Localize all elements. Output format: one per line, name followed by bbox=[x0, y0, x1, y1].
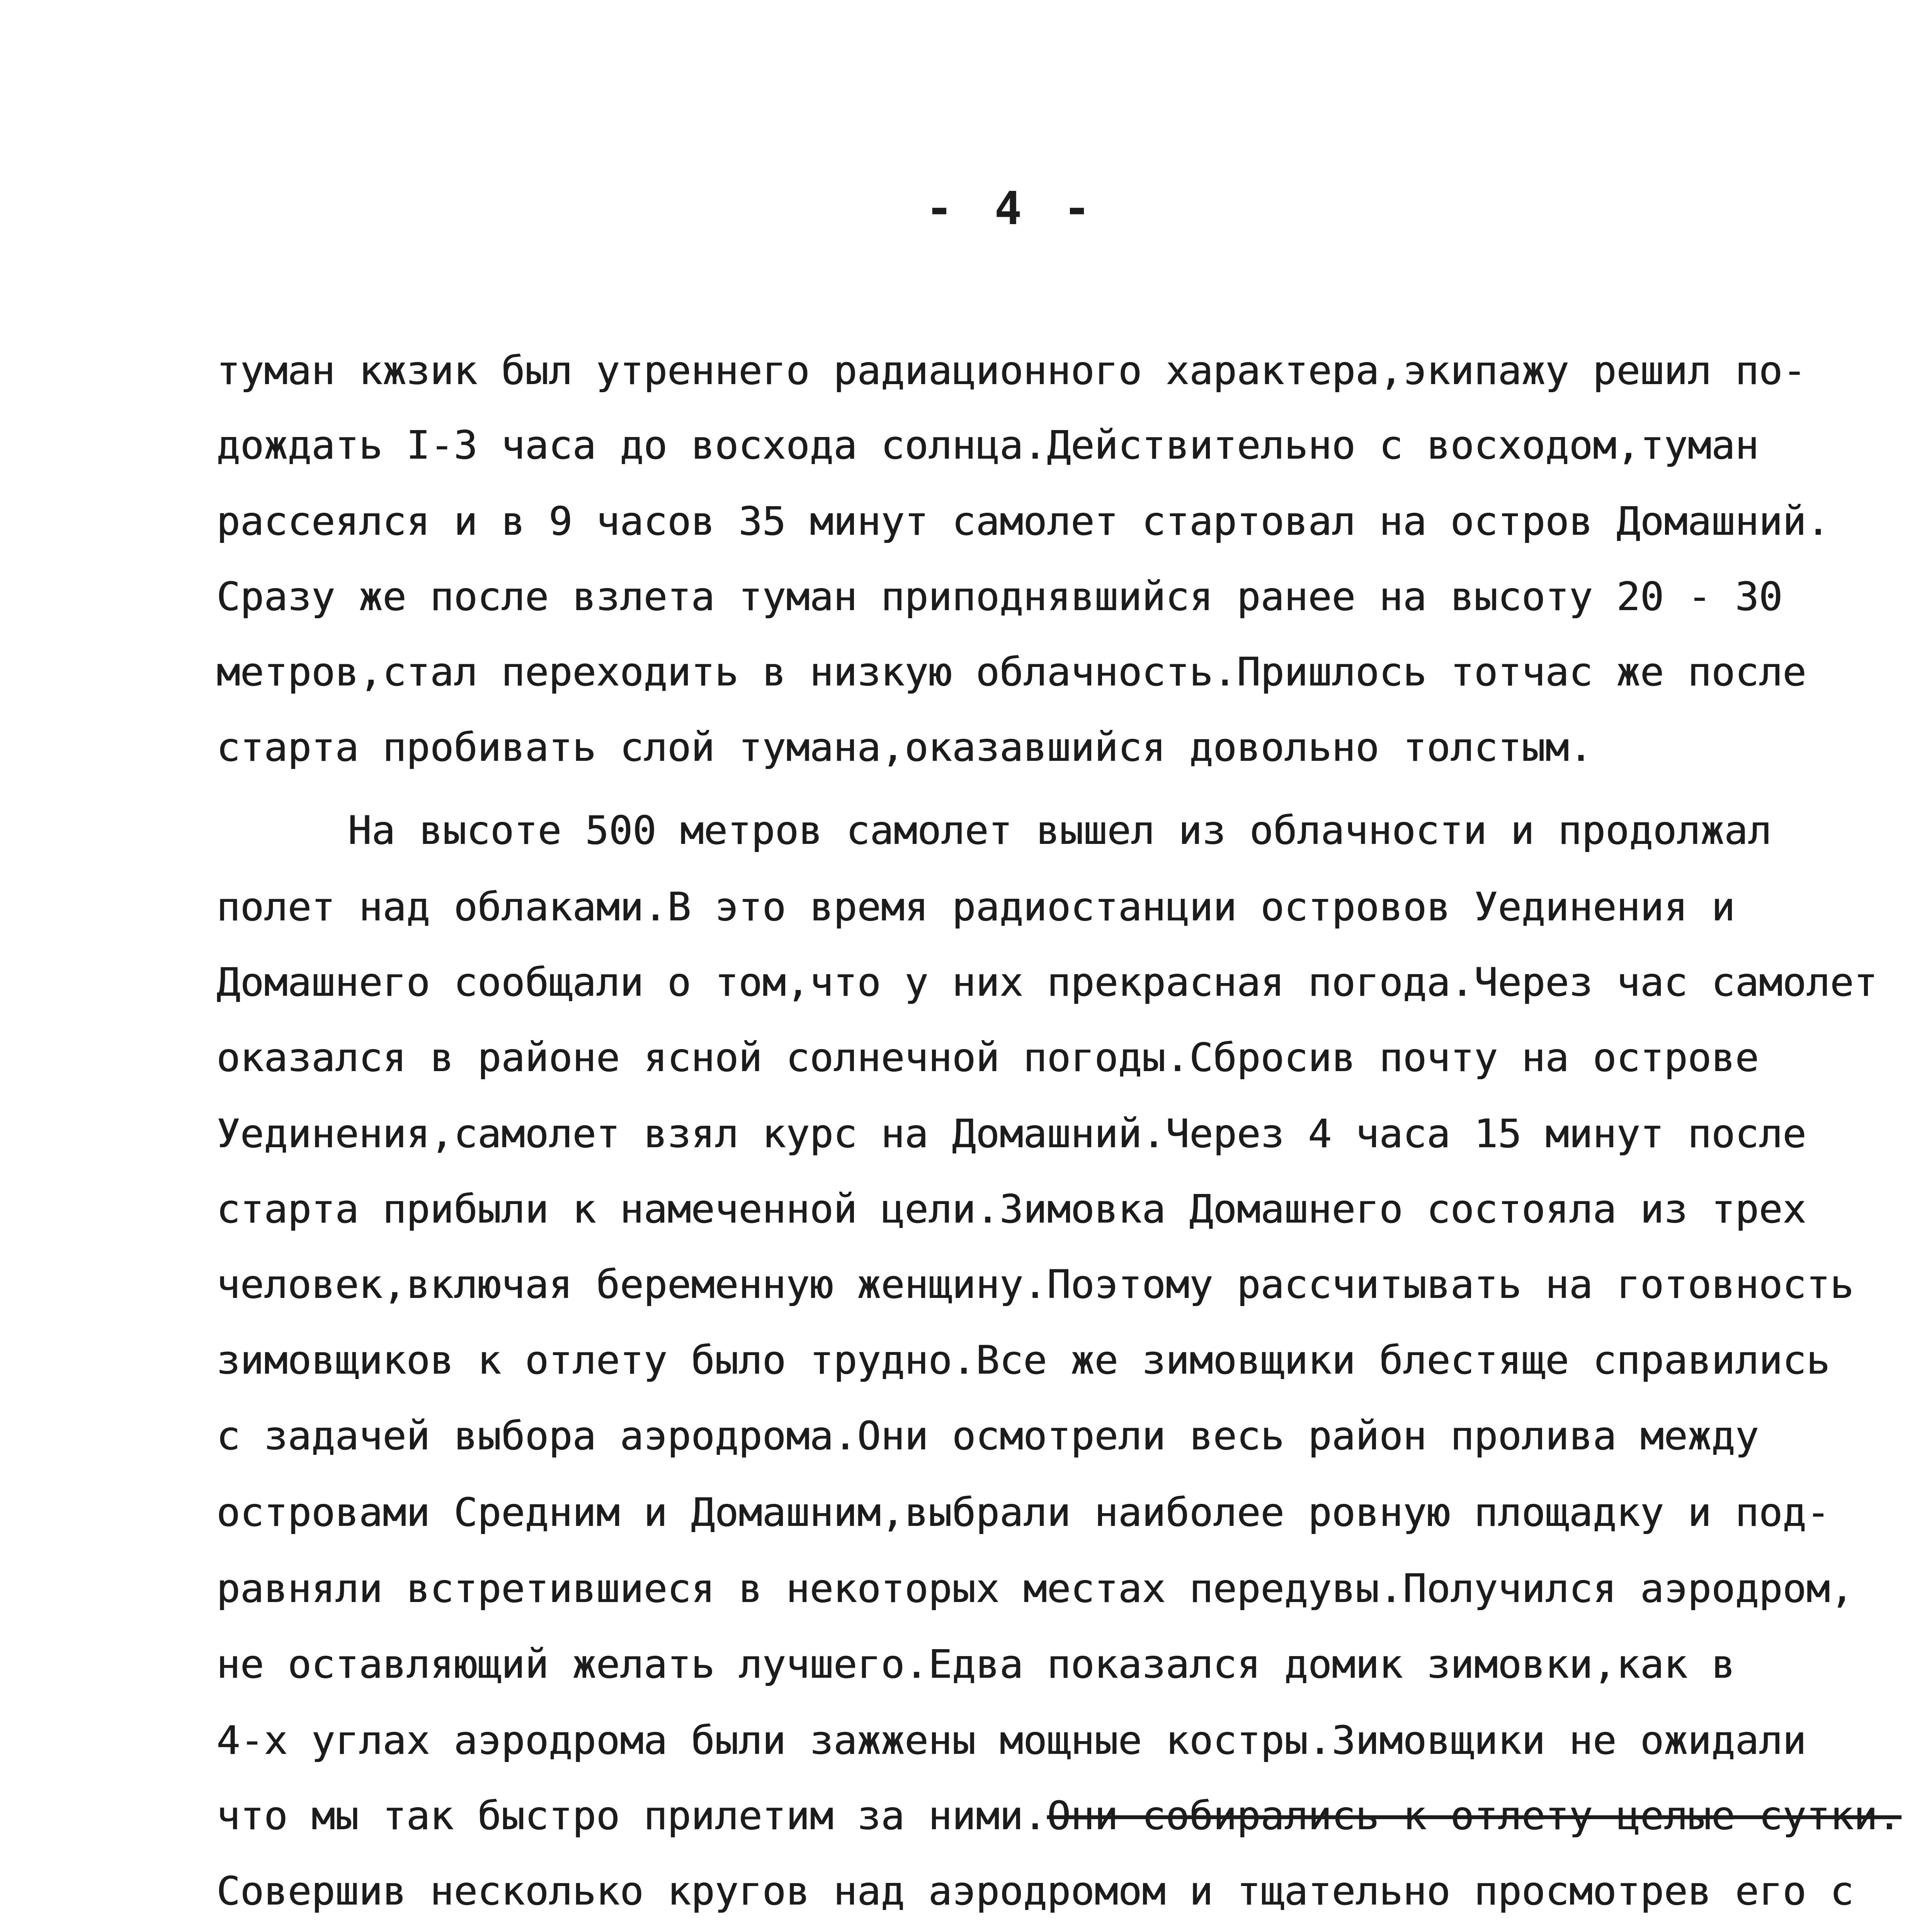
text-line: На высоте 500 метров самолет вышел из облачности и продолжал bbox=[348, 808, 1772, 854]
text-line: островами Средним и Домашним,выбрали наиболее ровную площадку и под- bbox=[216, 1490, 1830, 1536]
text-line: полет над облаками.В это время радиостанции островов Уединения и bbox=[216, 884, 1735, 930]
page-number: - 4 - bbox=[925, 182, 1098, 235]
text-line: Домашнего сообщали о том,что у них прекрасная погода.Через час самолет bbox=[216, 959, 1878, 1005]
struck-text: Они собирались к отлету целые сутки. bbox=[1047, 1793, 1901, 1839]
text-line: 4-х углах аэродрома были зажжены мощные костры.Зимовщики не ожидали bbox=[216, 1718, 1806, 1764]
text-line: равняли встретившиеся в некоторых местах передувы.Получился аэродром, bbox=[216, 1566, 1854, 1612]
text-line: туман кжзик был утреннего радиационного характера,экипажу решил по- bbox=[216, 348, 1806, 394]
text-line: человек,включая беременную женщину.Поэтому рассчитывать на готовность bbox=[216, 1262, 1854, 1308]
text-line-main: что мы так быстро прилетим за ними. bbox=[216, 1793, 1047, 1839]
text-line: зимовщиков к отлету было трудно.Все же зимовщики блестяще справились bbox=[216, 1337, 1830, 1383]
text-line: Уединения,самолет взял курс на Домашний.Через 4 часа 15 минут после bbox=[216, 1111, 1806, 1157]
text-line: Совершив несколько кругов над аэродромом и тщательно просмотрев его с bbox=[216, 1868, 1854, 1914]
text-line: не оставляющий желать лучшего.Едва показался домик зимовки,как в bbox=[216, 1641, 1735, 1687]
text-line: метров,стал переходить в низкую облачность.Пришлось тотчас же после bbox=[216, 649, 1806, 695]
text-line: старта пробивать слой тумана,оказавшийся довольно толстым. bbox=[216, 724, 1593, 770]
text-line bbox=[216, 1791, 1901, 1841]
text-line: Сразу же после взлета туман приподнявшийся ранее на высоту 20 - 30 bbox=[216, 574, 1783, 620]
text-line: старта прибыли к намеченной цели.Зимовка Домашнего состояла из трех bbox=[216, 1186, 1806, 1232]
text-line: дождать I-3 часа до восхода солнца.Действительно с восходом,туман bbox=[216, 422, 1759, 468]
text-line: оказался в районе ясной солнечной погоды.Сбросив почту на острове bbox=[216, 1035, 1759, 1081]
text-line: рассеялся и в 9 часов 35 минут самолет стартовал на остров Домашний. bbox=[216, 498, 1830, 544]
text-line: с задачей выбора аэродрома.Они осмотрели весь район пролива между bbox=[216, 1413, 1759, 1459]
